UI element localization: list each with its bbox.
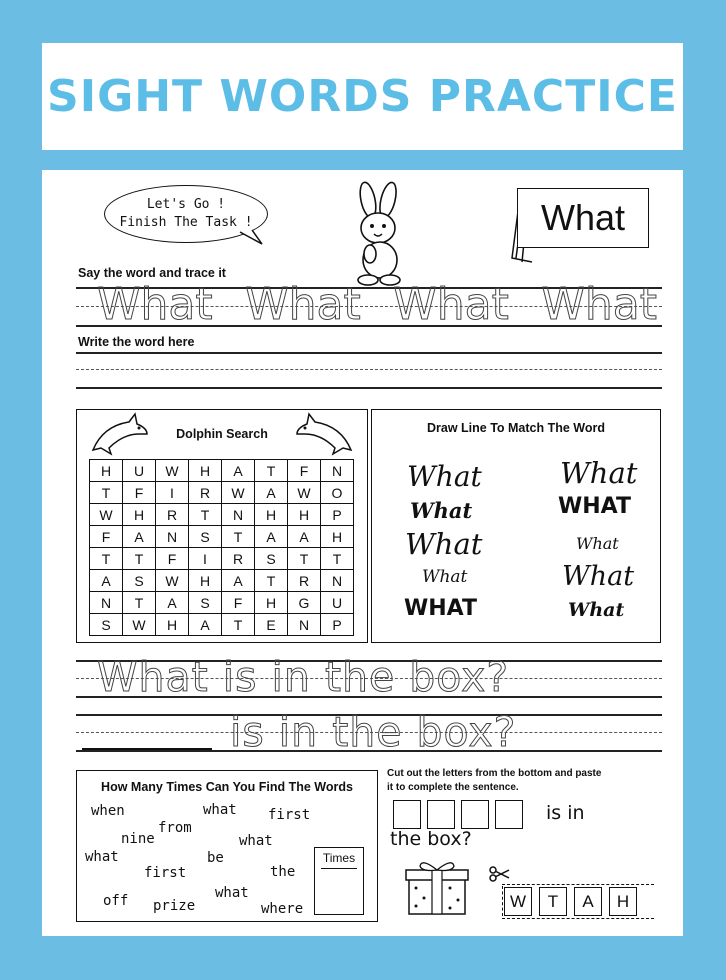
grid-cell[interactable]: R bbox=[222, 548, 255, 570]
find-words-panel bbox=[76, 770, 378, 922]
grid-cell[interactable]: U bbox=[321, 592, 354, 614]
times-box[interactable] bbox=[314, 847, 364, 915]
match-panel bbox=[371, 409, 661, 643]
write-label: Write the word here bbox=[78, 335, 195, 349]
grid-cell[interactable]: T bbox=[288, 548, 321, 570]
match-left-1[interactable]: What bbox=[407, 460, 482, 493]
match-title: Draw Line To Match The Word bbox=[426, 421, 605, 435]
page-title: SIGHT WORDS PRACTICE bbox=[47, 71, 678, 122]
grid-cell[interactable]: S bbox=[189, 592, 222, 614]
letter-tile-w[interactable]: W bbox=[504, 887, 532, 916]
grid-cell[interactable]: S bbox=[189, 526, 222, 548]
match-left-5[interactable]: WHAT bbox=[404, 596, 478, 621]
grid-cell[interactable]: W bbox=[222, 482, 255, 504]
bubble-tail-icon bbox=[232, 228, 272, 248]
grid-cell[interactable]: I bbox=[189, 548, 222, 570]
grid-cell[interactable]: F bbox=[90, 526, 123, 548]
letter-tiles bbox=[504, 887, 637, 916]
grid-cell[interactable]: H bbox=[189, 570, 222, 592]
grid-cell[interactable]: W bbox=[288, 482, 321, 504]
letter-tile-a[interactable]: A bbox=[574, 887, 602, 916]
grid-cell[interactable]: F bbox=[288, 460, 321, 482]
grid-cell[interactable]: W bbox=[156, 460, 189, 482]
find-word-9: first bbox=[144, 865, 187, 881]
match-right-4[interactable]: What bbox=[562, 561, 635, 592]
grid-row bbox=[90, 570, 354, 592]
scissors-icon bbox=[489, 866, 511, 882]
match-left-3[interactable]: What bbox=[405, 527, 483, 561]
grid-cell[interactable]: A bbox=[156, 592, 189, 614]
cut-sentence-part2: the box? bbox=[390, 828, 472, 850]
title-banner bbox=[42, 43, 683, 150]
grid-cell[interactable]: A bbox=[255, 482, 288, 504]
grid-cell[interactable]: R bbox=[189, 482, 222, 504]
grid-cell[interactable]: O bbox=[321, 482, 354, 504]
find-word-11: off bbox=[103, 893, 129, 909]
grid-cell[interactable]: T bbox=[189, 504, 222, 526]
find-word-6: what bbox=[239, 833, 273, 849]
grid-cell[interactable]: A bbox=[222, 570, 255, 592]
find-word-10: the bbox=[270, 864, 296, 880]
trace-label: Say the word and trace it bbox=[78, 266, 226, 280]
grid-cell[interactable]: S bbox=[123, 570, 156, 592]
grid-cell[interactable]: A bbox=[222, 460, 255, 482]
grid-cell[interactable]: U bbox=[123, 460, 156, 482]
grid-row bbox=[90, 592, 354, 614]
find-word-2: what bbox=[203, 802, 237, 818]
find-word-7: what bbox=[85, 849, 119, 865]
worksheet bbox=[42, 170, 683, 936]
paste-box-4[interactable] bbox=[495, 800, 523, 829]
trace-word-4: What bbox=[541, 279, 657, 330]
match-right-3[interactable]: What bbox=[576, 534, 619, 553]
grid-row bbox=[90, 482, 354, 504]
match-left-2[interactable]: What bbox=[410, 498, 473, 523]
word-search-grid bbox=[89, 459, 354, 636]
grid-cell[interactable]: H bbox=[255, 504, 288, 526]
grid-cell[interactable]: A bbox=[255, 526, 288, 548]
bubble-line-1: Let's Go ! bbox=[146, 197, 226, 212]
grid-cell[interactable]: N bbox=[321, 570, 354, 592]
match-right-1[interactable]: What bbox=[560, 456, 638, 490]
grid-cell[interactable]: H bbox=[288, 504, 321, 526]
trace-word-2: What bbox=[245, 279, 361, 330]
cut-instruction-1: Cut out the letters from the bottom and paste bbox=[387, 768, 602, 779]
trace-word-1: What bbox=[97, 279, 213, 330]
grid-row bbox=[90, 526, 354, 548]
grid-cell[interactable]: N bbox=[90, 592, 123, 614]
grid-cell[interactable]: T bbox=[222, 614, 255, 636]
paste-box-1[interactable] bbox=[393, 800, 421, 829]
sentence2-trace: is in the box? bbox=[230, 708, 517, 756]
find-word-13: what bbox=[215, 885, 249, 901]
grid-cell[interactable]: R bbox=[156, 504, 189, 526]
grid-cell[interactable]: H bbox=[90, 460, 123, 482]
grid-cell[interactable]: F bbox=[222, 592, 255, 614]
grid-cell[interactable]: H bbox=[255, 592, 288, 614]
answer-blank[interactable] bbox=[82, 748, 212, 750]
grid-cell[interactable]: H bbox=[123, 504, 156, 526]
grid-cell[interactable]: T bbox=[123, 592, 156, 614]
grid-row bbox=[90, 548, 354, 570]
grid-cell[interactable]: G bbox=[288, 592, 321, 614]
grid-cell[interactable]: N bbox=[156, 526, 189, 548]
find-word-14: where bbox=[261, 901, 304, 917]
gift-box-icon bbox=[404, 858, 470, 918]
grid-cell[interactable]: T bbox=[255, 460, 288, 482]
dolphin-search-title: Dolphin Search bbox=[176, 427, 268, 441]
grid-cell[interactable]: P bbox=[321, 614, 354, 636]
paste-boxes bbox=[393, 800, 523, 829]
grid-row bbox=[90, 504, 354, 526]
grid-cell[interactable]: T bbox=[321, 548, 354, 570]
find-word-8: be bbox=[207, 850, 224, 866]
write-top-line bbox=[76, 352, 662, 354]
times-underline bbox=[321, 868, 357, 869]
match-right-2[interactable]: WHAT bbox=[558, 494, 632, 519]
paste-box-3[interactable] bbox=[461, 800, 489, 829]
grid-cell[interactable]: I bbox=[156, 482, 189, 504]
sight-word-card: What bbox=[517, 188, 649, 248]
cut-line-bottom bbox=[502, 918, 654, 919]
grid-cell[interactable]: T bbox=[123, 548, 156, 570]
grid-cell[interactable]: T bbox=[255, 570, 288, 592]
grid-cell[interactable]: W bbox=[156, 570, 189, 592]
trace-words bbox=[97, 279, 657, 330]
grid-cell[interactable]: N bbox=[222, 504, 255, 526]
grid-cell[interactable]: N bbox=[288, 614, 321, 636]
grid-cell[interactable]: H bbox=[321, 526, 354, 548]
grid-cell[interactable]: W bbox=[90, 504, 123, 526]
cut-sentence-part1: is in bbox=[546, 802, 585, 824]
grid-cell[interactable]: A bbox=[288, 526, 321, 548]
dolphin-search-panel bbox=[76, 409, 368, 643]
find-word-1: when bbox=[91, 803, 125, 819]
grid-cell[interactable]: P bbox=[321, 504, 354, 526]
grid-cell[interactable]: S bbox=[255, 548, 288, 570]
dolphin-icon-right bbox=[293, 412, 355, 456]
cut-line-top bbox=[502, 884, 654, 885]
find-word-4: nine bbox=[121, 831, 155, 847]
find-word-3: first bbox=[268, 807, 311, 823]
grid-cell[interactable]: A bbox=[90, 570, 123, 592]
find-word-5: from bbox=[158, 820, 192, 836]
sentence1-trace: What is in the box? bbox=[97, 653, 510, 701]
find-word-12: prize bbox=[153, 898, 196, 914]
grid-row bbox=[90, 460, 354, 482]
match-right-5[interactable]: What bbox=[568, 599, 625, 621]
grid-cell[interactable]: T bbox=[90, 482, 123, 504]
grid-row bbox=[90, 614, 354, 636]
cut-line-left bbox=[502, 886, 503, 916]
cut-instruction-2: it to complete the sentence. bbox=[387, 782, 519, 793]
bunny-icon bbox=[342, 178, 414, 288]
write-base-line bbox=[76, 387, 662, 389]
grid-cell[interactable]: N bbox=[321, 460, 354, 482]
find-words-title: How Many Times Can You Find The Words bbox=[101, 780, 353, 794]
grid-cell[interactable]: H bbox=[189, 460, 222, 482]
grid-cell[interactable]: W bbox=[123, 614, 156, 636]
grid-cell[interactable]: A bbox=[123, 526, 156, 548]
grid-cell[interactable]: R bbox=[288, 570, 321, 592]
grid-cell[interactable]: F bbox=[156, 548, 189, 570]
grid-cell[interactable]: T bbox=[222, 526, 255, 548]
grid-cell[interactable]: E bbox=[255, 614, 288, 636]
write-mid-line bbox=[76, 369, 662, 370]
letter-tile-t[interactable]: T bbox=[539, 887, 567, 916]
bubble-line-2: Finish The Task ! bbox=[119, 215, 253, 230]
grid-cell[interactable]: T bbox=[90, 548, 123, 570]
paste-box-2[interactable] bbox=[427, 800, 455, 829]
match-left-4[interactable]: What bbox=[422, 567, 468, 587]
grid-cell[interactable]: A bbox=[189, 614, 222, 636]
times-label: Times bbox=[322, 851, 356, 865]
grid-cell[interactable]: H bbox=[156, 614, 189, 636]
grid-cell[interactable]: F bbox=[123, 482, 156, 504]
grid-cell[interactable]: S bbox=[90, 614, 123, 636]
letter-tile-h[interactable]: H bbox=[609, 887, 637, 916]
trace-word-3: What bbox=[393, 279, 509, 330]
